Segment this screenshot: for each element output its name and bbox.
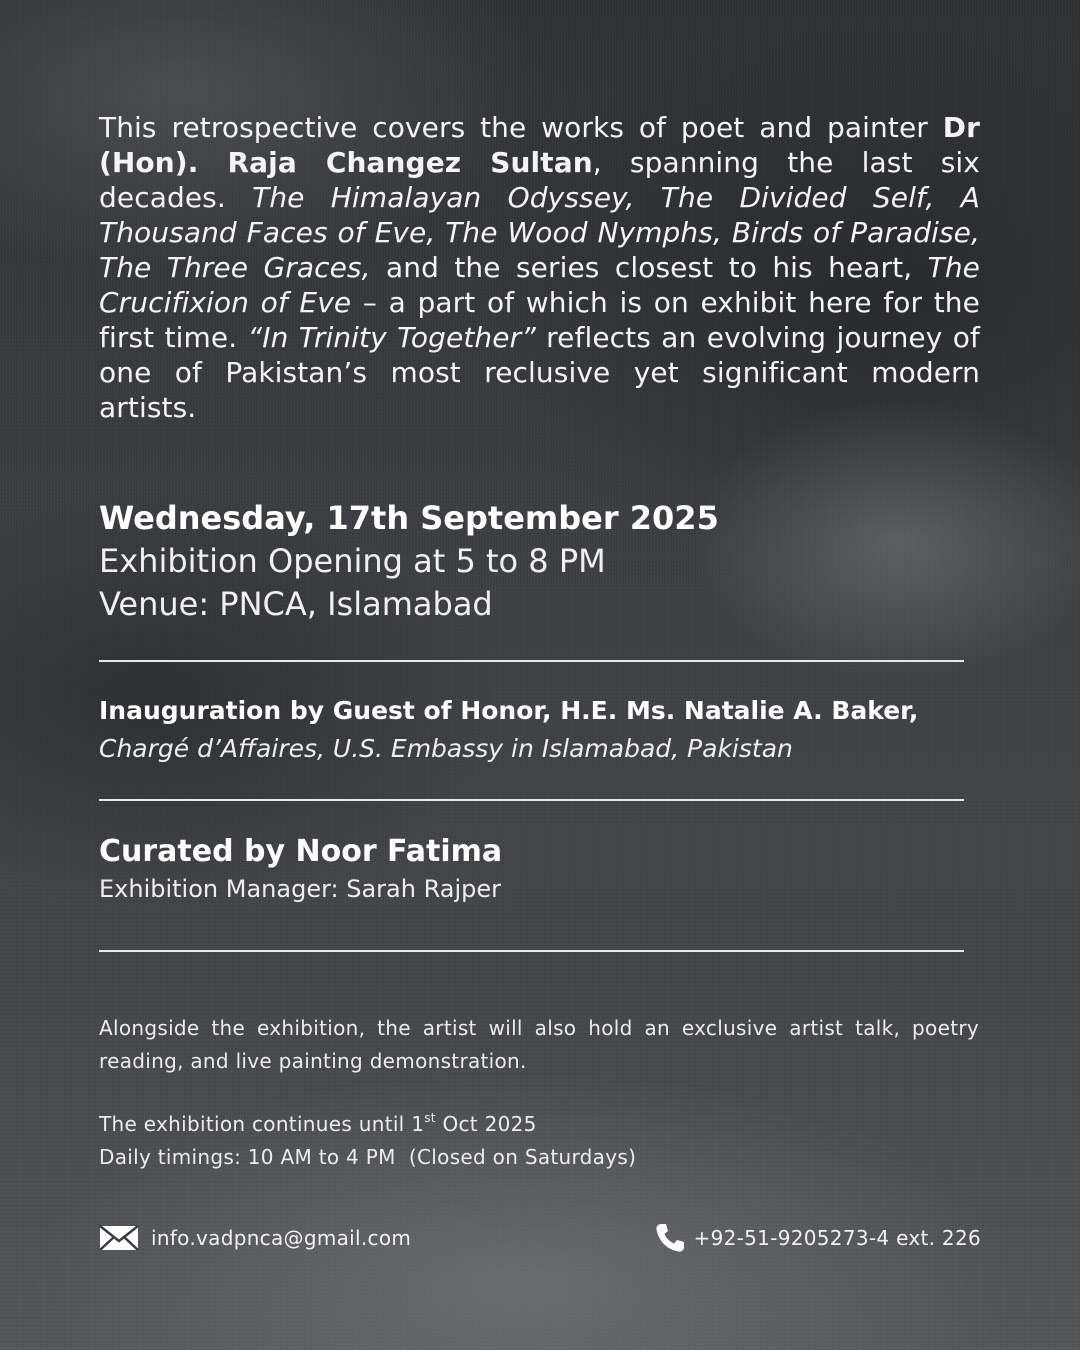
intro-text-2: , spanning the last six decades. (99, 146, 980, 214)
featured-series: The Crucifixion of Eve (99, 251, 980, 319)
intro-text-1: This retrospective covers the works of poet and painter (99, 111, 943, 144)
guest-role: Chargé d’Affaires, U.S. Embassy in Islamabad, Pakistan (99, 734, 793, 763)
activities-text: Alongside the exhibition, the artist will also hold an exclusive artist talk, poetry reading, and live painting demonstration. (99, 1016, 979, 1073)
activities-note (99, 1012, 979, 1078)
phone-number[interactable]: +92-51-9205273-4 ext. 226 (693, 1226, 981, 1250)
phone-icon (654, 1222, 686, 1254)
inauguration-title: Inauguration by Guest of Honor, H.E. Ms. Natalie A. Baker, (99, 696, 919, 725)
divider (99, 799, 964, 801)
phone-contact[interactable] (654, 1218, 981, 1258)
intro-text-5: reflects an evolving journey of one of Pakistan’s most reclusive yet significant modern artists. (99, 321, 980, 424)
divider (99, 950, 964, 952)
end-date-suffix: Oct 2025 (435, 1112, 537, 1136)
daily-timings: Daily timings: 10 AM to 4 PM (Closed on Saturdays) (99, 1145, 637, 1169)
email-contact[interactable] (99, 1218, 411, 1258)
event-details (99, 497, 719, 626)
exhibition-manager: Exhibition Manager: Sarah Rajper (99, 875, 501, 903)
intro-text-4: – a part of which is on exhibit here for the first time. (99, 286, 980, 354)
event-opening-time: Exhibition Opening at 5 to 8 PM (99, 542, 606, 580)
schedule-section (99, 1108, 636, 1174)
envelope-icon (99, 1225, 139, 1251)
contact-bar (99, 1218, 981, 1258)
works-list: The Himalayan Odyssey, The Divided Self, A Thousand Faces of Eve, The Wood Nymphs, Birds of Paradise, The Three Graces, (99, 181, 980, 284)
end-date-prefix: The exhibition continues until 1 (99, 1112, 425, 1136)
divider (99, 660, 964, 662)
intro-text-3: and the series closest to his heart, (370, 251, 928, 284)
curation-section (99, 832, 502, 906)
inauguration-section (99, 692, 918, 768)
artist-name: Dr (Hon). Raja Changez Sultan (99, 111, 980, 179)
email-address[interactable]: info.vadpnca@gmail.com (151, 1226, 412, 1250)
exhibition-title: “In Trinity Together” (247, 321, 536, 354)
event-date: Wednesday, 17th September 2025 (99, 499, 719, 537)
exhibition-end-date (99, 1108, 636, 1141)
intro-paragraph (99, 110, 980, 425)
end-date-ordinal: st (424, 1111, 436, 1125)
curator: Curated by Noor Fatima (99, 834, 503, 869)
event-venue: Venue: PNCA, Islamabad (99, 585, 493, 623)
